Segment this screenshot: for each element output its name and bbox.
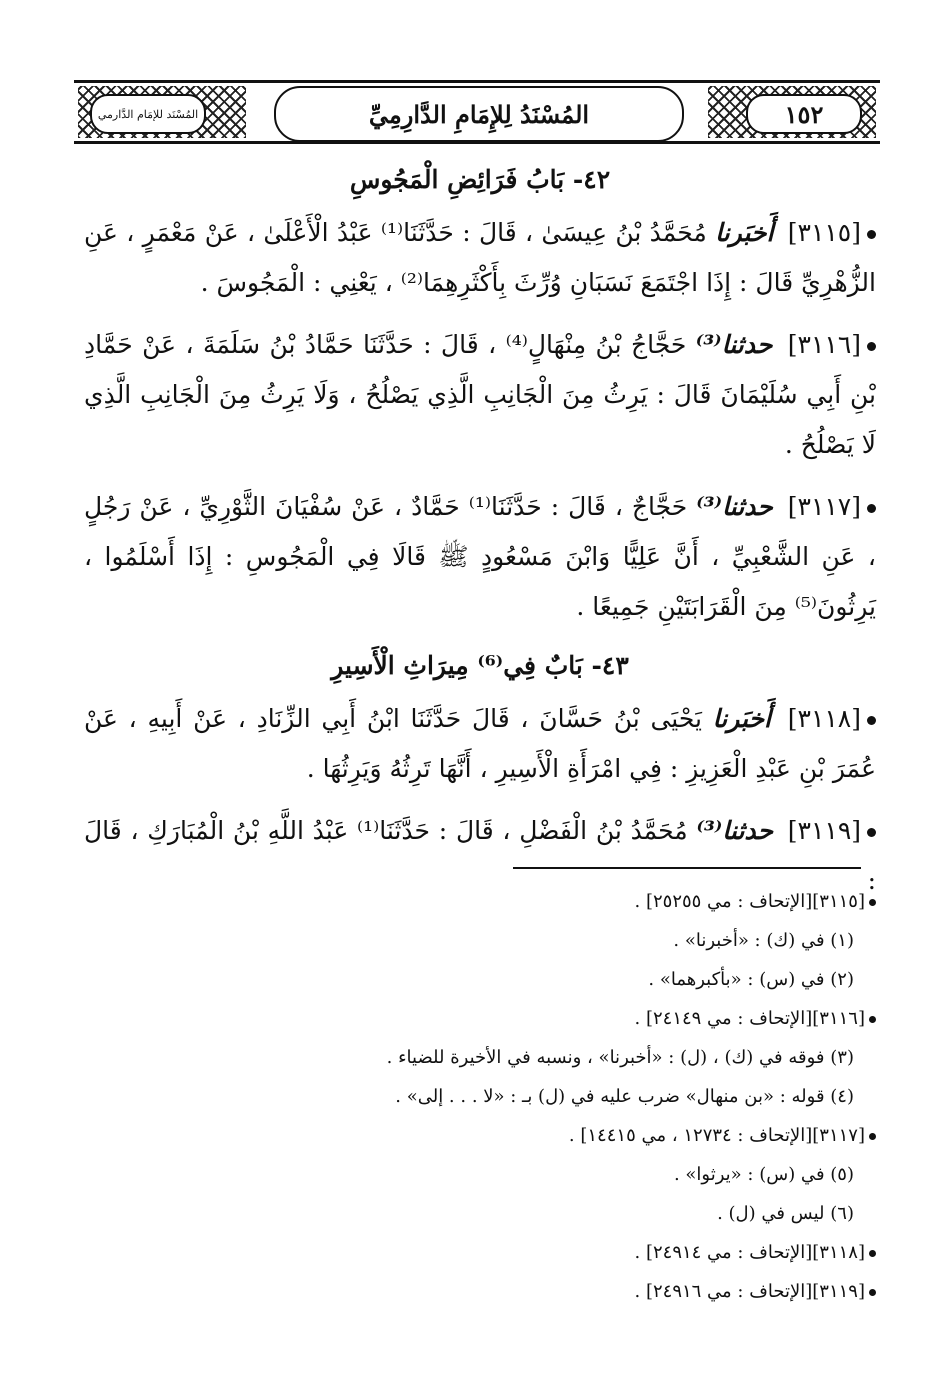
header-rule-bottom [74, 141, 880, 144]
hadith-number: [٣١١٥] [787, 218, 861, 247]
footnote: (٢) في (س) : «بأكبرهما» . [648, 969, 854, 990]
bullet-icon [869, 899, 876, 906]
source-note [84, 1116, 876, 1155]
hadith-text: مُحَمَّدُ بْنُ عِيسَىٰ ، قَالَ : حَدَّثَنَا⁽¹⁾ عَبْدُ الْأَعْلَىٰ ، عَنْ مَعْمَرٍ ، عَنِ الزُّهْرِيِّ قَالَ : إِذَا اجْتَمَعَ نَسَبَانِ وُرِّثَ بِأَكْثَرِهِمَا⁽²⁾ ، يَعْنِي : الْمَجُوسَ . [84, 218, 876, 297]
bullet-icon [867, 716, 876, 725]
footnote: (١) في (ك) : «أخبرنا» . [673, 930, 854, 951]
source-note-text: [٣١١٧][الإتحاف : ١٢٧٣٤ ، مي ١٤٤١٥] . [568, 1125, 865, 1146]
source-note-text: [٣١١٨][الإتحاف : مي ٢٤٩١٤] . [634, 1242, 865, 1263]
source-note [84, 999, 876, 1038]
hadith-entry [84, 208, 876, 308]
source-note [84, 1233, 876, 1272]
header-rule-top [74, 80, 880, 83]
footnote: (٤) قوله : «بن منهال» ضرب عليه في (ل) بـ : «لا . . . إلى» . [395, 1086, 854, 1107]
hadith-entry [84, 320, 876, 470]
hadith-text: حَجَّاجُ بْنُ مِنْهَالٍ⁽⁴⁾ ، قَالَ : حَدَّثَنَا حَمَّادُ بْنُ سَلَمَةَ ، عَنْ حَمَّادِ بْنِ أَبِي سُلَيْمَانَ قَالَ : يَرِثُ مِنَ الْجَانِبِ الَّذِي يَصْلُحُ ، وَلَا يَرِثُ مِنَ الْجَانِبِ الَّذِي لَا يَصْلُحُ . [84, 330, 876, 459]
bullet-icon [869, 1133, 876, 1140]
footnotes [84, 882, 876, 1311]
transmission-term: حدثنا⁽³⁾ [696, 816, 773, 845]
transmission-term: أَخبَرنا [712, 704, 771, 733]
chapter-heading: ٤٢- بَابُ فَرَائِضِ الْمَجُوسِ [349, 165, 611, 194]
page-number: ١٥٢ [746, 94, 862, 134]
footnote: (٥) في (س) : «يرثوا» . [673, 1164, 854, 1185]
footnote: (٣) فوقه في (ك) ، (ل) : «أخبرنا» ، ونسبه في الأخيرة للضياء . [386, 1047, 854, 1068]
transmission-term: حدثنا⁽³⁾ [696, 492, 773, 521]
source-note-text: [٣١١٥][الإتحاف : مي ٢٥٢٥٥] . [634, 891, 865, 912]
source-note-text: [٣١١٩][الإتحاف : مي ٢٤٩١٦] . [634, 1281, 865, 1302]
hadith-entry [84, 482, 876, 632]
source-note [84, 1272, 876, 1311]
hadith-number: [٣١١٨] [787, 704, 861, 733]
hadith-text: يَحْيَى بْنُ حَسَّانَ ، قَالَ حَدَّثَنَا ابْنُ أَبِي الزِّنَادِ ، عَنْ أَبِيهِ ، عَنْ عُمَرَ بْنِ عَبْدِ الْعَزِيزِ : فِي امْرَأَةِ الْأَسِيرِ ، أَنَّهَا تَرِثُهُ وَيَرِثُهَا . [84, 704, 876, 783]
transmission-term: حدثنا⁽³⁾ [695, 330, 773, 359]
bullet-icon [867, 504, 876, 513]
header-ornament-right [708, 86, 876, 138]
header-ornament-left [78, 86, 246, 138]
main-text [84, 156, 876, 918]
footnote: (٦) ليس في (ل) . [717, 1203, 854, 1224]
bullet-icon [867, 828, 876, 837]
running-title: المُسْنَدُ لِلإِمَامِ الدَّارِمِيِّ [274, 86, 684, 142]
transmission-term: أَخبَرنا [715, 218, 774, 247]
chapter-heading: ٤٣- بَابٌ فِي⁽⁶⁾ مِيرَاثِ الْأَسِيرِ [331, 651, 629, 680]
source-note [84, 882, 876, 921]
footnote-separator [513, 867, 861, 869]
hadith-entry [84, 694, 876, 794]
bullet-icon [867, 230, 876, 239]
bullet-icon [869, 1016, 876, 1023]
hadith-number: [٣١١٩] [787, 816, 862, 845]
running-header [74, 80, 880, 144]
hadith-number: [٣١١٧] [787, 492, 861, 521]
hadith-text: مُحَمَّدُ بْنُ الْفَضْلِ ، قَالَ : حَدَّثَنَا⁽¹⁾ عَبْدُ اللَّهِ بْنُ الْمُبَارَكِ ، قَالَ : [84, 816, 876, 895]
hadith-number: [٣١١٦] [787, 330, 862, 359]
bullet-icon [869, 1250, 876, 1257]
title-seal: المُسْنَد للإمَام الدَّارمي [90, 94, 206, 134]
bullet-icon [869, 1289, 876, 1296]
bullet-icon [867, 342, 876, 351]
hadith-text: حَجَّاجٌ ، قَالَ : حَدَّثَنَا⁽¹⁾ حَمَّادٌ ، عَنْ سُفْيَانَ الثَّوْرِيِّ ، عَنْ رَجُلٍ ، عَنِ الشَّعْبِيِّ ، أَنَّ عَلِيًّا وَابْنَ مَسْعُودٍ ﷺ قَالَا فِي الْمَجُوسِ : إِذَا أَسْلَمُوا ، يَرِثُونَ⁽⁵⁾ مِنَ الْقَرَابَتَيْنِ جَمِيعًا . [84, 492, 876, 621]
source-note-text: [٣١١٦][الإتحاف : مي ٢٤١٤٩] . [634, 1008, 865, 1029]
